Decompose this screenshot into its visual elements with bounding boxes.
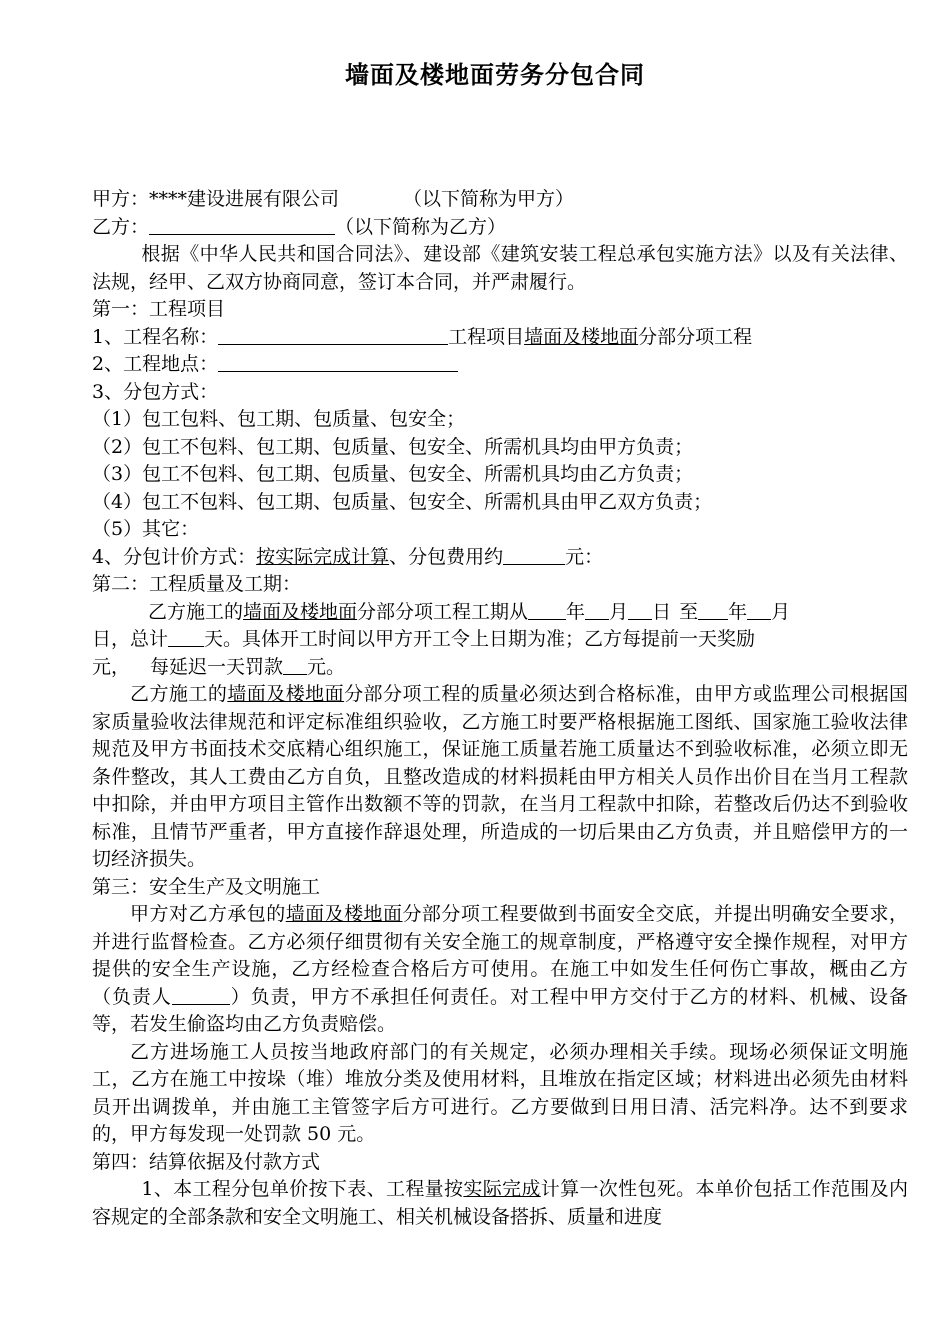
party-b-blank[interactable] [149,215,335,235]
project-site-blank[interactable] [218,352,458,372]
project-site-line: 2、工程地点： [92,351,908,379]
start-year-blank[interactable] [528,600,566,620]
page-title: 墙面及楼地面劳务分包合同 [345,61,645,89]
subcontract-mode-label: 3、分包方式： [92,380,219,403]
mode-option: （5）其它： [92,518,200,540]
mode-option: （2）包工不包料、包工期、包质量、包安全、所需机具均由甲方负责； [92,435,694,458]
responsible-person-blank[interactable] [172,985,230,1005]
section-2-heading: 第二：工程质量及工期： [92,573,302,595]
end-year-blank[interactable] [698,600,728,620]
start-month-blank[interactable] [585,600,609,620]
total-days-blank[interactable] [168,627,204,647]
civilized-construction-paragraph: 乙方进场施工人员按当地政府部门的有关规定，必须办理相关手续。现场必须保证文明施工，乙方在施工中按垛（堆）堆放分类及使用材料，且堆放在指定区域；材料进出必须先由材料员开出调拨单，并由施工主管签字后方可进行。乙方要做到日用日清、活完料净。达不到要求的，甲方每发现一处罚款 50 元。 [92,1040,908,1145]
mode-option: （4）包工不包料、包工期、包质量、包安全、所需机具由甲乙双方负责； [92,490,713,513]
pricing-line: 4、分包计价方式：按实际完成计算、分包费用约 元： [92,545,604,568]
start-day-blank[interactable] [628,600,652,620]
fee-blank[interactable] [503,545,565,565]
schedule-line-3: 元， 每延迟一天罚款 元。 [92,655,346,678]
project-name-blank[interactable] [218,325,448,345]
penalty-blank[interactable] [283,655,307,675]
settlement-paragraph: 1、本工程分包单价按下表、工程量按实际完成计算一次性包死。本单价包括工作范围及内容规定的全部条款和安全文明施工、相关机械设备搭拆、质量和进度 [92,1178,908,1228]
mode-option: （1）包工包料、包工期、包质量、包安全； [92,408,466,430]
project-name-line: 1、工程名称： 工程项目墙面及楼地面分部分项工程 [92,325,753,348]
party-b-line: 乙方： （以下简称为乙方） [92,215,507,238]
party-a-name: ****建设进展有限公司 [149,188,340,210]
intro-paragraph: 根据《中华人民共和国合同法》、建设部《建筑安装工程总承包实施方法》以及有关法律、法规，经甲、乙双方协商同意，签订本合同，并严肃履行。 [92,243,908,293]
section-4-heading: 第四：结算依据及付款方式 [92,1150,321,1173]
section-1-heading: 第一：工程项目 [92,298,226,320]
party-a-line: 甲方：****建设进展有限公司 （以下简称为甲方） [92,188,575,210]
schedule-line-2: 日，总计 天。具体开工时间以甲方开工令上日期为准；乙方每提前一天奖励 [92,628,756,650]
contract-body [92,186,908,1231]
section-3-heading: 第三：安全生产及文明施工 [92,875,321,898]
safety-paragraph: 甲方对乙方承包的墙面及楼地面分部分项工程要做到书面安全交底，并提出明确安全要求，并进行监督检查。乙方必须仔细贯彻有关安全施工的规章制度，严格遵守安全操作规程，对甲方提供的安全生产设施，乙方经检查合格后方可使用。在施工中如发生任何伤亡事故，概由乙方（负责人 ）负责，甲方不承担任何责任。对工程中甲方交付于乙方的材料、机械、设备等，若发生偷盗均由乙方负责赔偿。 [92,903,908,1035]
mode-option: （3）包工不包料、包工期、包质量、包安全、所需机具均由乙方负责； [92,463,694,485]
quality-paragraph: 乙方施工的墙面及楼地面分部分项工程的质量必须达到合格标准，由甲方或监理公司根据国家质量验收法律规范和评定标准组织验收，乙方施工时要严格根据施工图纸、国家施工验收法律规范及甲方书面技术交底精心组织施工，保证施工质量若施工质量达不到验收标准，必须立即无条件整改，其人工费由乙方自负，且整改造成的材料损耗由甲方相关人员作出价目在当月工程款中扣除，并由甲方项目主管作出数额不等的罚款，在当月工程款中扣除，若整改后仍达不到验收标准，且情节严重者，甲方直接作辞退处理，所造成的一切后果由乙方负责，并且赔偿甲方的一切经济损失。 [92,683,908,870]
end-month-blank[interactable] [747,600,771,620]
schedule-line-1: 乙方施工的墙面及楼地面分部分项工程工期从 年 月 日 至 年 月 [148,600,791,623]
